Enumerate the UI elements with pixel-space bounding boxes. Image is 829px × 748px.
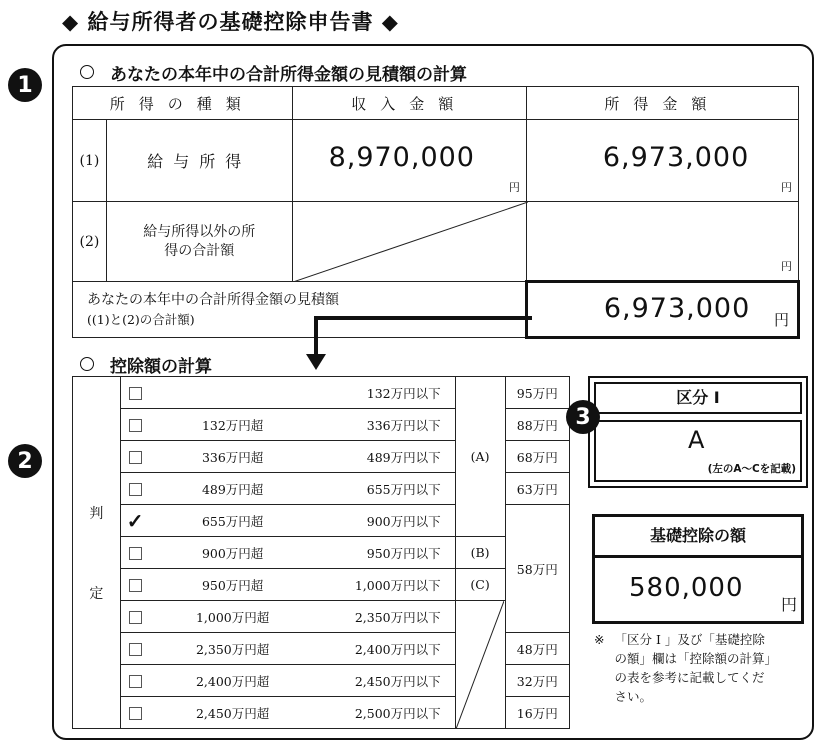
kubun-note: (左のA〜Cを記載) bbox=[707, 463, 796, 475]
total-label: あなたの本年中の合計所得金額の見積額 bbox=[87, 292, 339, 309]
kubun-frame bbox=[588, 376, 808, 488]
section1-title: あなたの本年中の合計所得金額の見積額の計算 bbox=[80, 60, 467, 85]
range-from: 1,000万円超 bbox=[149, 601, 315, 633]
range-to: 336万円以下 bbox=[316, 409, 455, 441]
diagonal-line bbox=[456, 601, 504, 729]
range-from: 900万円超 bbox=[149, 537, 315, 569]
kiso-title: 基礎控除の額 bbox=[595, 517, 801, 558]
range-to: 2,350万円以下 bbox=[316, 601, 455, 633]
checkbox[interactable] bbox=[129, 483, 142, 496]
amount-cell: 32万円 bbox=[505, 665, 569, 697]
amount-cell: 58万円 bbox=[505, 505, 569, 633]
row2-label: 給与所得以外の所得の合計額 bbox=[106, 202, 292, 282]
range-from: 2,450万円超 bbox=[149, 697, 315, 729]
range-to: 132万円以下 bbox=[316, 377, 455, 409]
amount-cell: 95万円 bbox=[505, 377, 569, 409]
row2-amount-cell[interactable] bbox=[526, 202, 798, 282]
step-badge-2: 2 bbox=[8, 444, 42, 478]
checkbox[interactable] bbox=[129, 579, 142, 592]
kubun-title: 区分 I bbox=[594, 382, 802, 414]
group-c-label: (C) bbox=[455, 569, 505, 601]
note-line: の額」欄は「控除額の計算」 bbox=[614, 651, 777, 666]
total-amount[interactable]: 6,973,000 bbox=[603, 293, 751, 324]
group-diagonal-cell bbox=[455, 601, 505, 729]
row1-label: 給与所得 bbox=[106, 120, 292, 202]
amount-cell: 16万円 bbox=[505, 697, 569, 729]
diagonal-line bbox=[293, 202, 528, 282]
deduction-table bbox=[72, 376, 570, 729]
judgement-label: 判 定 bbox=[73, 377, 121, 729]
section2-title: 控除額の計算 bbox=[80, 352, 212, 377]
checkbox[interactable] bbox=[129, 451, 142, 464]
checkbox[interactable] bbox=[129, 387, 142, 400]
amount-cell: 63万円 bbox=[505, 473, 569, 505]
group-a-label: (A) bbox=[455, 441, 505, 473]
range-from: 2,350万円超 bbox=[149, 633, 315, 665]
kubun-value[interactable]: A bbox=[688, 426, 706, 454]
amount-cell: 48万円 bbox=[505, 633, 569, 665]
note-line: さい。 bbox=[614, 689, 652, 704]
circle-icon bbox=[80, 357, 94, 371]
row1-income[interactable]: 8,970,000 bbox=[328, 142, 475, 173]
check-mark[interactable]: ✓ bbox=[120, 505, 149, 537]
range-from: 950万円超 bbox=[149, 569, 315, 601]
range-to: 950万円以下 bbox=[316, 537, 455, 569]
row1-amount[interactable]: 6,973,000 bbox=[602, 142, 750, 173]
step-badge-3: 3 bbox=[566, 400, 600, 434]
note-line: 「区分 I 」及び「基礎控除 bbox=[614, 632, 765, 647]
amount-cell: 88万円 bbox=[505, 409, 569, 441]
range-from: 655万円超 bbox=[149, 505, 315, 537]
kiso-frame bbox=[592, 514, 804, 624]
kubun-value-box[interactable] bbox=[594, 420, 802, 482]
row2-num: (2) bbox=[73, 202, 107, 282]
row2-income-cell-diagonal bbox=[292, 202, 526, 282]
total-amount-cell bbox=[526, 282, 798, 338]
row1-amount-cell bbox=[526, 120, 798, 202]
total-amount-unit: 円 bbox=[773, 311, 789, 329]
header-revenue: 収入金額 bbox=[292, 87, 526, 120]
range-from: 336万円超 bbox=[149, 441, 315, 473]
income-table bbox=[72, 86, 800, 339]
range-to: 655万円以下 bbox=[316, 473, 455, 505]
checkbox[interactable] bbox=[129, 643, 142, 656]
step-badge-1: 1 bbox=[8, 68, 42, 102]
kiso-value[interactable]: 580,000 bbox=[629, 573, 744, 603]
amount-cell: 68万円 bbox=[505, 441, 569, 473]
row1-income-unit: 円 bbox=[508, 181, 520, 194]
arrow-to-deduction bbox=[300, 312, 540, 374]
kiso-unit: 円 bbox=[780, 595, 797, 614]
range-to: 1,000万円以下 bbox=[316, 569, 455, 601]
note-mark: ※ bbox=[594, 632, 605, 647]
header-income-type: 所得の種類 bbox=[73, 87, 293, 120]
note bbox=[594, 630, 777, 706]
range-to: 900万円以下 bbox=[316, 505, 455, 537]
total-label-sub: ((1)と(2)の合計額) bbox=[87, 311, 195, 327]
range-from bbox=[149, 377, 315, 409]
checkbox[interactable] bbox=[129, 707, 142, 720]
range-to: 2,400万円以下 bbox=[316, 633, 455, 665]
range-from: 2,400万円超 bbox=[149, 665, 315, 697]
group-cell bbox=[455, 377, 505, 409]
form-title: ◆ 給与所得者の基礎控除申告書 ◆ bbox=[62, 10, 399, 34]
checkbox[interactable] bbox=[129, 547, 142, 560]
row2-amount-unit: 円 bbox=[781, 260, 792, 273]
row1-income-cell bbox=[292, 120, 526, 202]
checkbox[interactable] bbox=[129, 611, 142, 624]
range-to: 489万円以下 bbox=[316, 441, 455, 473]
row1-amount-unit: 円 bbox=[781, 181, 792, 194]
checkbox[interactable] bbox=[129, 675, 142, 688]
row-checkbox[interactable] bbox=[120, 377, 149, 409]
range-from: 132万円超 bbox=[149, 409, 315, 441]
circle-icon bbox=[80, 65, 94, 79]
group-b-label: (B) bbox=[455, 537, 505, 569]
range-to: 2,500万円以下 bbox=[316, 697, 455, 729]
header-income-amount: 所得金額 bbox=[526, 87, 798, 120]
row1-num: (1) bbox=[73, 120, 107, 202]
checkbox[interactable] bbox=[129, 419, 142, 432]
range-to: 2,450万円以下 bbox=[316, 665, 455, 697]
note-line: の表を参考に記載してくだ bbox=[614, 670, 765, 685]
range-from: 489万円超 bbox=[149, 473, 315, 505]
